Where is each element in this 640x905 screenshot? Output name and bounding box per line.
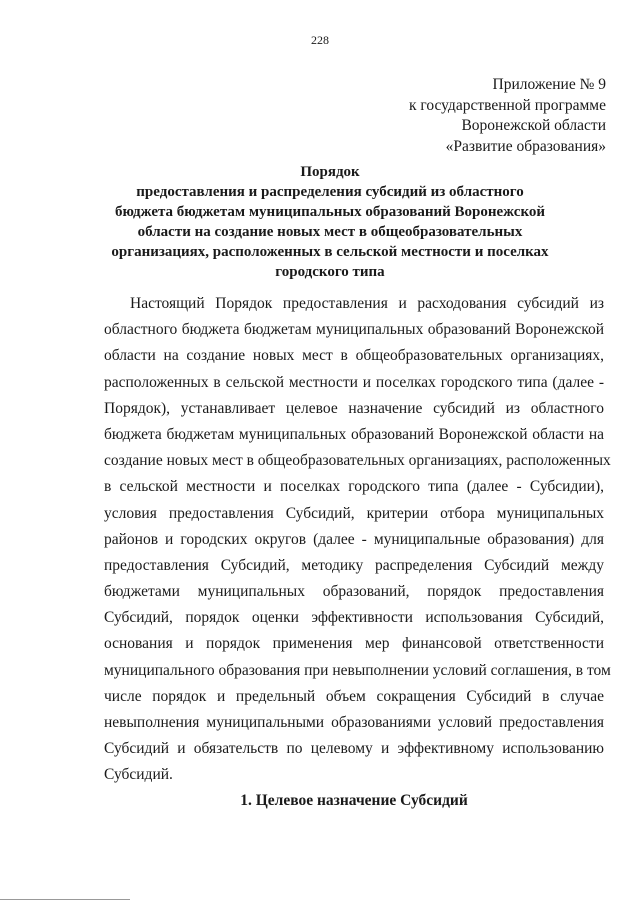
section-heading: 1. Целевое назначение Субсидий	[240, 792, 468, 809]
body-paragraph	[104, 291, 611, 789]
title-line: Порядок	[300, 164, 360, 180]
paragraph-line: области на создание новых мест в общеобразовательных организациях,	[104, 347, 604, 365]
paragraph-line: в сельской местности и поселках городского типа (далее - Субсидии),	[104, 478, 604, 496]
paragraph-line: Настоящий Порядок предоставления и расходования субсидий из	[130, 295, 604, 312]
paragraph-line: областного бюджета бюджетам муниципальных образований Воронежской	[104, 321, 604, 339]
footer-rule	[0, 899, 130, 900]
paragraph-line: создание новых мест в общеобразовательных организациях, расположенных	[104, 452, 611, 470]
paragraph-line: Порядок), устанавливает целевое назначение субсидий из областного	[104, 399, 604, 417]
paragraph-line: невыполнения муниципальными образованиями условий предоставления	[104, 714, 604, 731]
document-title	[60, 162, 600, 282]
appendix-block	[409, 75, 606, 157]
paragraph-line: расположенных в сельской местности и поселках городского типа (далее -	[104, 373, 604, 391]
paragraph-line: условия предоставления Субсидий, критерии отбора муниципальных	[104, 504, 604, 522]
appendix-line: к государственной программе	[408, 96, 606, 114]
paragraph-line: муниципального образования при невыполнении условий соглашения, в том	[104, 661, 611, 679]
appendix-line: «Развитие образования»	[445, 137, 606, 155]
paragraph-line: Субсидий и обязательств по целевому и эффективному использованию	[104, 740, 604, 758]
title-line: городского типа	[275, 264, 385, 280]
paragraph-line: основания и порядок применения мер финансовой ответственности	[104, 635, 604, 653]
paragraph-line: числе порядок и предельный объем сокращения Субсидий в случае	[104, 687, 604, 705]
paragraph-line: Субсидий, порядок оценки эффективности использования Субсидий,	[104, 609, 604, 627]
title-line: организациях, расположенных в сельской местности и поселках	[111, 244, 549, 260]
appendix-line: Приложение № 9	[492, 76, 606, 93]
paragraph-line: бюджетами муниципальных образований, порядок предоставления	[104, 583, 604, 601]
title-line: бюджета бюджетам муниципальных образований Воронежской	[114, 204, 546, 220]
paragraph-line: бюджета бюджетам муниципальных образований Воронежской области на	[104, 425, 604, 443]
paragraph-line: предоставления Субсидий, методику распределения Субсидий между	[104, 556, 604, 574]
paragraph-line: Субсидий.	[104, 766, 173, 784]
appendix-line: Воронежской области	[461, 117, 606, 134]
title-line: области на создание новых мест в общеобразовательных	[137, 224, 523, 240]
page-number: 228	[311, 33, 329, 47]
title-line: предоставления и распределения субсидий из областного	[136, 184, 524, 200]
paragraph-line: районов и городских округов (далее - муниципальные образования) для	[104, 530, 604, 548]
